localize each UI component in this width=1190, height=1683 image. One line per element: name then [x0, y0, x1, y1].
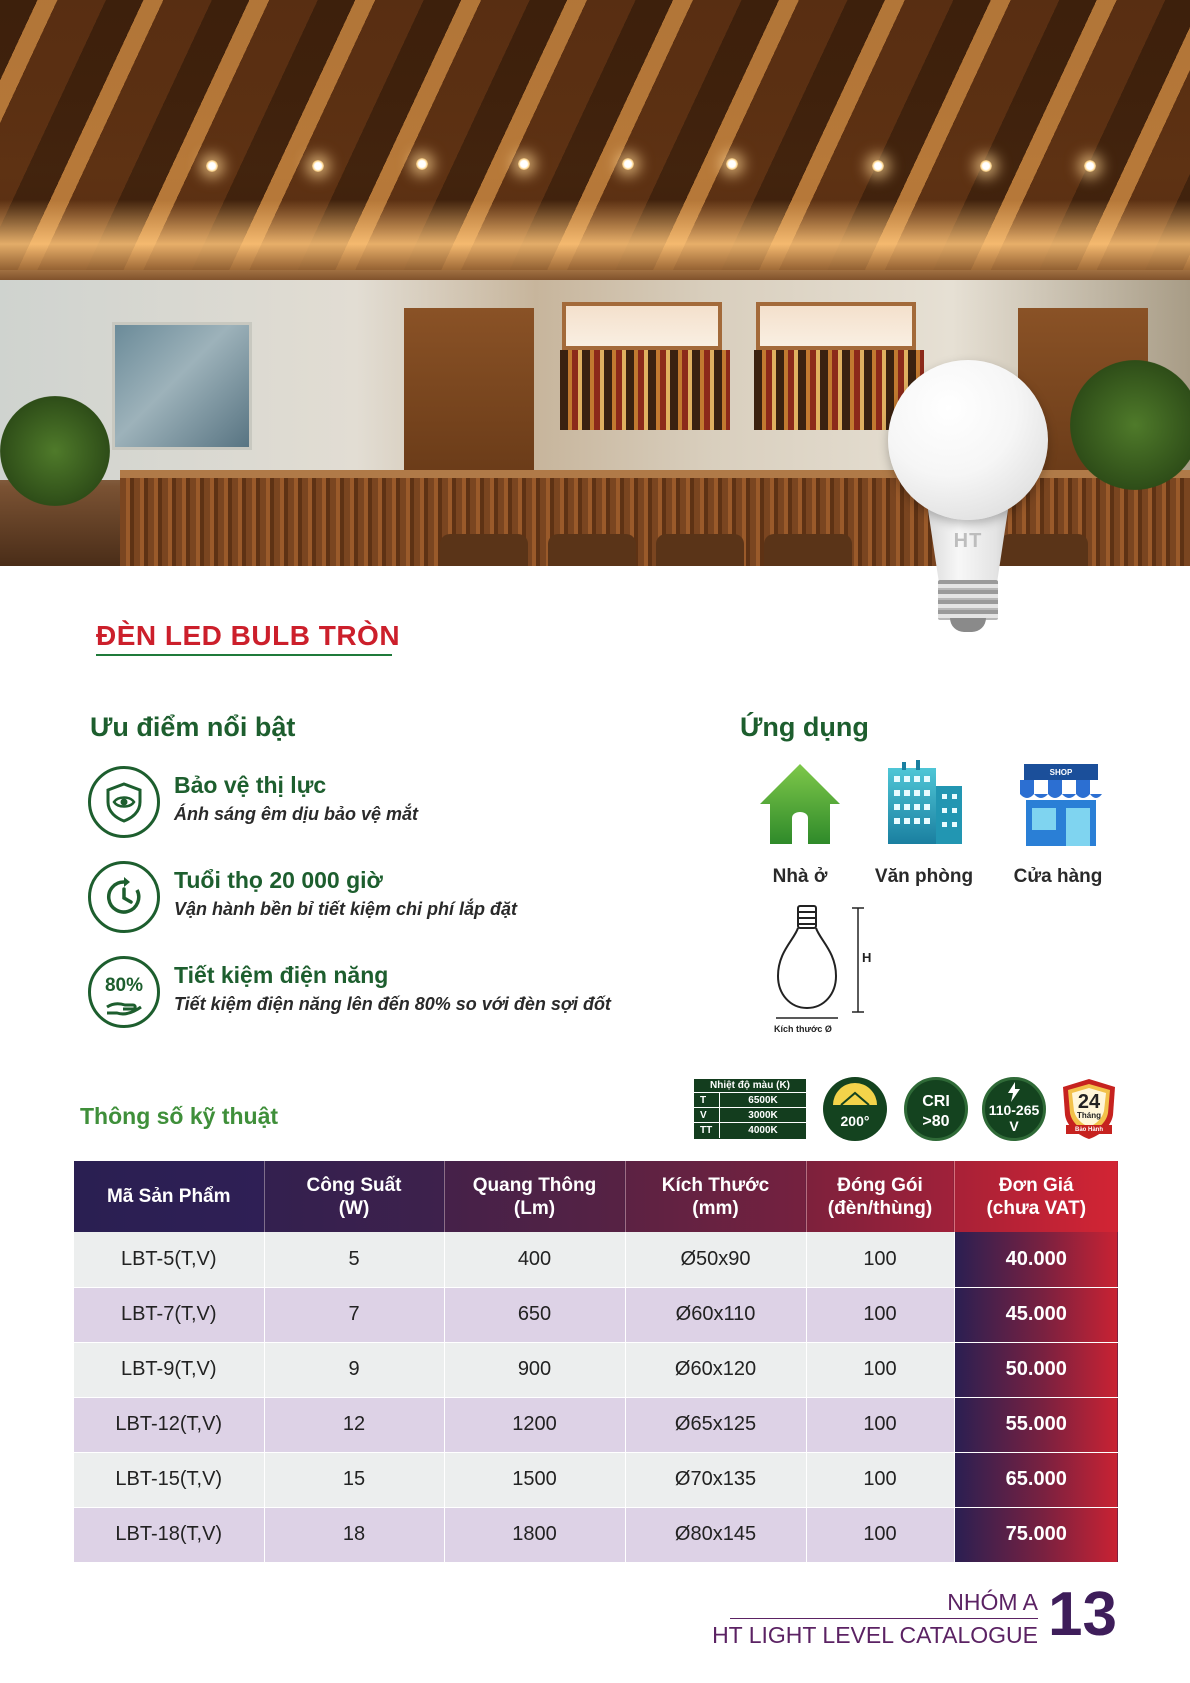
table-cell: Ø50x90 — [625, 1232, 806, 1287]
table-row — [74, 1397, 1118, 1452]
header-line: Công Suất — [306, 1174, 402, 1196]
downlight — [518, 158, 530, 170]
table-cell: LBT-9(T,V) — [74, 1342, 264, 1397]
office-building-icon — [882, 760, 966, 850]
voltage-unit: V — [1009, 1118, 1019, 1134]
cct-code: V — [694, 1108, 720, 1122]
downlight — [206, 160, 218, 172]
eye-shield-icon — [88, 766, 160, 838]
header-unit: (đèn/thùng) — [827, 1197, 933, 1219]
bulb-screw-base — [938, 580, 998, 620]
color-temperature-row — [694, 1108, 806, 1123]
table-cell: 1800 — [444, 1507, 625, 1562]
page-number: 13 — [1048, 1580, 1117, 1649]
application-label: Nhà ở — [772, 866, 828, 887]
table-header-cell — [264, 1161, 444, 1232]
header-unit: (Lm) — [513, 1197, 556, 1219]
table-cell: Ø80x145 — [625, 1507, 806, 1562]
warranty-badge — [1060, 1077, 1118, 1141]
advantage-item — [88, 766, 688, 840]
application-label: Cửa hàng — [1013, 866, 1103, 887]
table-cell: Ø60x120 — [625, 1342, 806, 1397]
advantage-title: Tiết kiệm điện năng — [174, 962, 389, 988]
header-unit: (chưa VAT) — [986, 1197, 1087, 1219]
cri-badge — [904, 1077, 968, 1141]
bottle-shelf — [560, 350, 730, 430]
color-temperature-row — [694, 1093, 806, 1108]
lifetime-clock-icon — [88, 861, 160, 933]
wooden-door — [404, 308, 534, 478]
bar-window — [756, 302, 916, 350]
table-cell: LBT-5(T,V) — [74, 1232, 264, 1287]
svg-text:SHOP: SHOP — [1049, 768, 1073, 777]
downlight — [726, 158, 738, 170]
table-cell: 1200 — [444, 1397, 625, 1452]
color-temperature-row — [694, 1123, 806, 1138]
bar-stool — [656, 534, 744, 566]
application-office — [864, 760, 984, 890]
energy-saving-hand-icon — [88, 956, 160, 1028]
price-cell: 65.000 — [954, 1452, 1118, 1507]
cri-value: >80 — [922, 1113, 950, 1130]
bulb-logo: HT — [953, 530, 983, 552]
dimension-height-label: H — [862, 950, 872, 965]
specs-heading: Thông số kỹ thuật — [80, 1103, 279, 1129]
application-label: Văn phòng — [874, 866, 974, 887]
table-cell: 15 — [264, 1452, 444, 1507]
downlight — [1084, 160, 1096, 172]
header-line: Đơn Giá — [998, 1174, 1074, 1196]
table-header-row — [74, 1161, 1118, 1232]
application-house — [740, 760, 860, 890]
bar-stool — [764, 534, 852, 566]
application-shop — [998, 760, 1118, 890]
color-temperature-title: Nhiệt độ màu (K) — [694, 1079, 806, 1093]
table-cell: Ø65x125 — [625, 1397, 806, 1452]
cct-code: T — [694, 1093, 720, 1107]
table-row — [74, 1452, 1118, 1507]
bar-stool — [548, 534, 636, 566]
led-bulb-product-image — [888, 360, 1048, 660]
beam-angle-badge — [823, 1077, 887, 1141]
cri-label: CRI — [922, 1093, 950, 1110]
downlight — [980, 160, 992, 172]
ceiling-light-glow — [0, 200, 1190, 280]
table-cell: LBT-18(T,V) — [74, 1507, 264, 1562]
dimension-diameter-label: Kích thước Ø — [774, 1024, 832, 1034]
table-row — [74, 1342, 1118, 1397]
shop-icon — [1016, 760, 1106, 850]
table-cell: 100 — [806, 1232, 954, 1287]
cri-text — [907, 1092, 965, 1132]
downlight — [312, 160, 324, 172]
price-cell: 45.000 — [954, 1287, 1118, 1342]
bar-window — [562, 302, 722, 350]
cct-value: 6500K — [748, 1095, 778, 1106]
table-cell: 650 — [444, 1287, 625, 1342]
table-row — [74, 1287, 1118, 1342]
warranty-label: Bảo Hành — [1074, 1127, 1103, 1133]
header-line: Đóng Gói — [837, 1174, 923, 1196]
advantage-description: Tiết kiệm điện năng lên đến 80% so với đèn sợi đốt — [174, 994, 611, 1014]
cct-value: 4000K — [748, 1125, 778, 1136]
header-line: Mã Sản Phẩm — [106, 1186, 231, 1207]
title-underline — [96, 654, 392, 656]
table-cell: Ø70x135 — [625, 1452, 806, 1507]
advantages-heading: Ưu điểm nổi bật — [90, 712, 296, 742]
plant — [1070, 360, 1190, 490]
table-cell: 900 — [444, 1342, 625, 1397]
table-cell: LBT-15(T,V) — [74, 1452, 264, 1507]
energy-saving-percent: 80% — [104, 975, 144, 996]
bulb-tip — [950, 618, 986, 632]
price-cell: 55.000 — [954, 1397, 1118, 1452]
advantage-description: Vận hành bền bỉ tiết kiệm chi phí lắp đặt — [174, 899, 518, 919]
table-cell: 100 — [806, 1342, 954, 1397]
table-cell: 7 — [264, 1287, 444, 1342]
advantage-description: Ánh sáng êm dịu bảo vệ mắt — [174, 804, 419, 824]
table-header-cell — [806, 1161, 954, 1232]
table-cell: 400 — [444, 1232, 625, 1287]
warranty-months: 24 — [1077, 1091, 1101, 1113]
header-line: Quang Thông — [472, 1174, 597, 1196]
lightning-icon — [1007, 1082, 1021, 1102]
table-cell: 1500 — [444, 1452, 625, 1507]
beam-angle-value: 200° — [840, 1113, 870, 1129]
table-cell: 100 — [806, 1397, 954, 1452]
table-header-cell — [444, 1161, 625, 1232]
footer-divider — [730, 1618, 1038, 1619]
table-header-cell — [625, 1161, 806, 1232]
table-row — [74, 1232, 1118, 1287]
downlight — [416, 158, 428, 170]
product-title: ĐÈN LED BULB TRÒN — [96, 620, 401, 651]
table-cell: 18 — [264, 1507, 444, 1562]
table-cell: 5 — [264, 1232, 444, 1287]
advantage-title: Bảo vệ thị lực — [174, 772, 327, 798]
table-cell: 100 — [806, 1287, 954, 1342]
applications-heading: Ứng dụng — [740, 712, 869, 742]
bulb-dimension-drawing — [770, 904, 880, 1036]
warranty-unit: Tháng — [1077, 1111, 1101, 1120]
color-temperature-table — [694, 1079, 806, 1139]
plant — [0, 396, 110, 506]
footer-group-label: NHÓM A — [947, 1589, 1038, 1615]
table-cell: LBT-12(T,V) — [74, 1397, 264, 1452]
voltage-value: 110-265 — [988, 1102, 1040, 1118]
table-header-cell — [954, 1161, 1118, 1232]
table-cell: 12 — [264, 1397, 444, 1452]
wall-artwork — [112, 322, 252, 450]
table-cell: Ø60x110 — [625, 1287, 806, 1342]
price-cell: 75.000 — [954, 1507, 1118, 1562]
bulb-glass — [888, 360, 1048, 520]
cct-code: TT — [694, 1123, 720, 1138]
price-cell: 50.000 — [954, 1342, 1118, 1397]
footer-catalogue-label: HT LIGHT LEVEL CATALOGUE — [712, 1622, 1038, 1648]
table-header-cell — [74, 1161, 264, 1232]
downlight — [622, 158, 634, 170]
header-unit: (mm) — [692, 1197, 739, 1219]
voltage-text — [985, 1102, 1043, 1134]
product-spec-table — [74, 1161, 1118, 1563]
price-cell: 40.000 — [954, 1232, 1118, 1287]
header-line: Kích Thước — [661, 1174, 770, 1196]
bar-stool — [440, 534, 528, 566]
table-row — [74, 1507, 1118, 1562]
voltage-badge — [982, 1077, 1046, 1141]
table-cell: 100 — [806, 1452, 954, 1507]
advantage-title: Tuổi thọ 20 000 giờ — [174, 867, 383, 893]
advantage-item — [88, 861, 688, 935]
table-cell: LBT-7(T,V) — [74, 1287, 264, 1342]
cct-value: 3000K — [748, 1110, 778, 1121]
downlight — [872, 160, 884, 172]
table-body — [74, 1232, 1118, 1562]
house-icon — [758, 760, 842, 850]
header-unit: (W) — [338, 1197, 370, 1219]
advantage-item — [88, 956, 688, 1030]
table-cell: 9 — [264, 1342, 444, 1397]
table-cell: 100 — [806, 1507, 954, 1562]
